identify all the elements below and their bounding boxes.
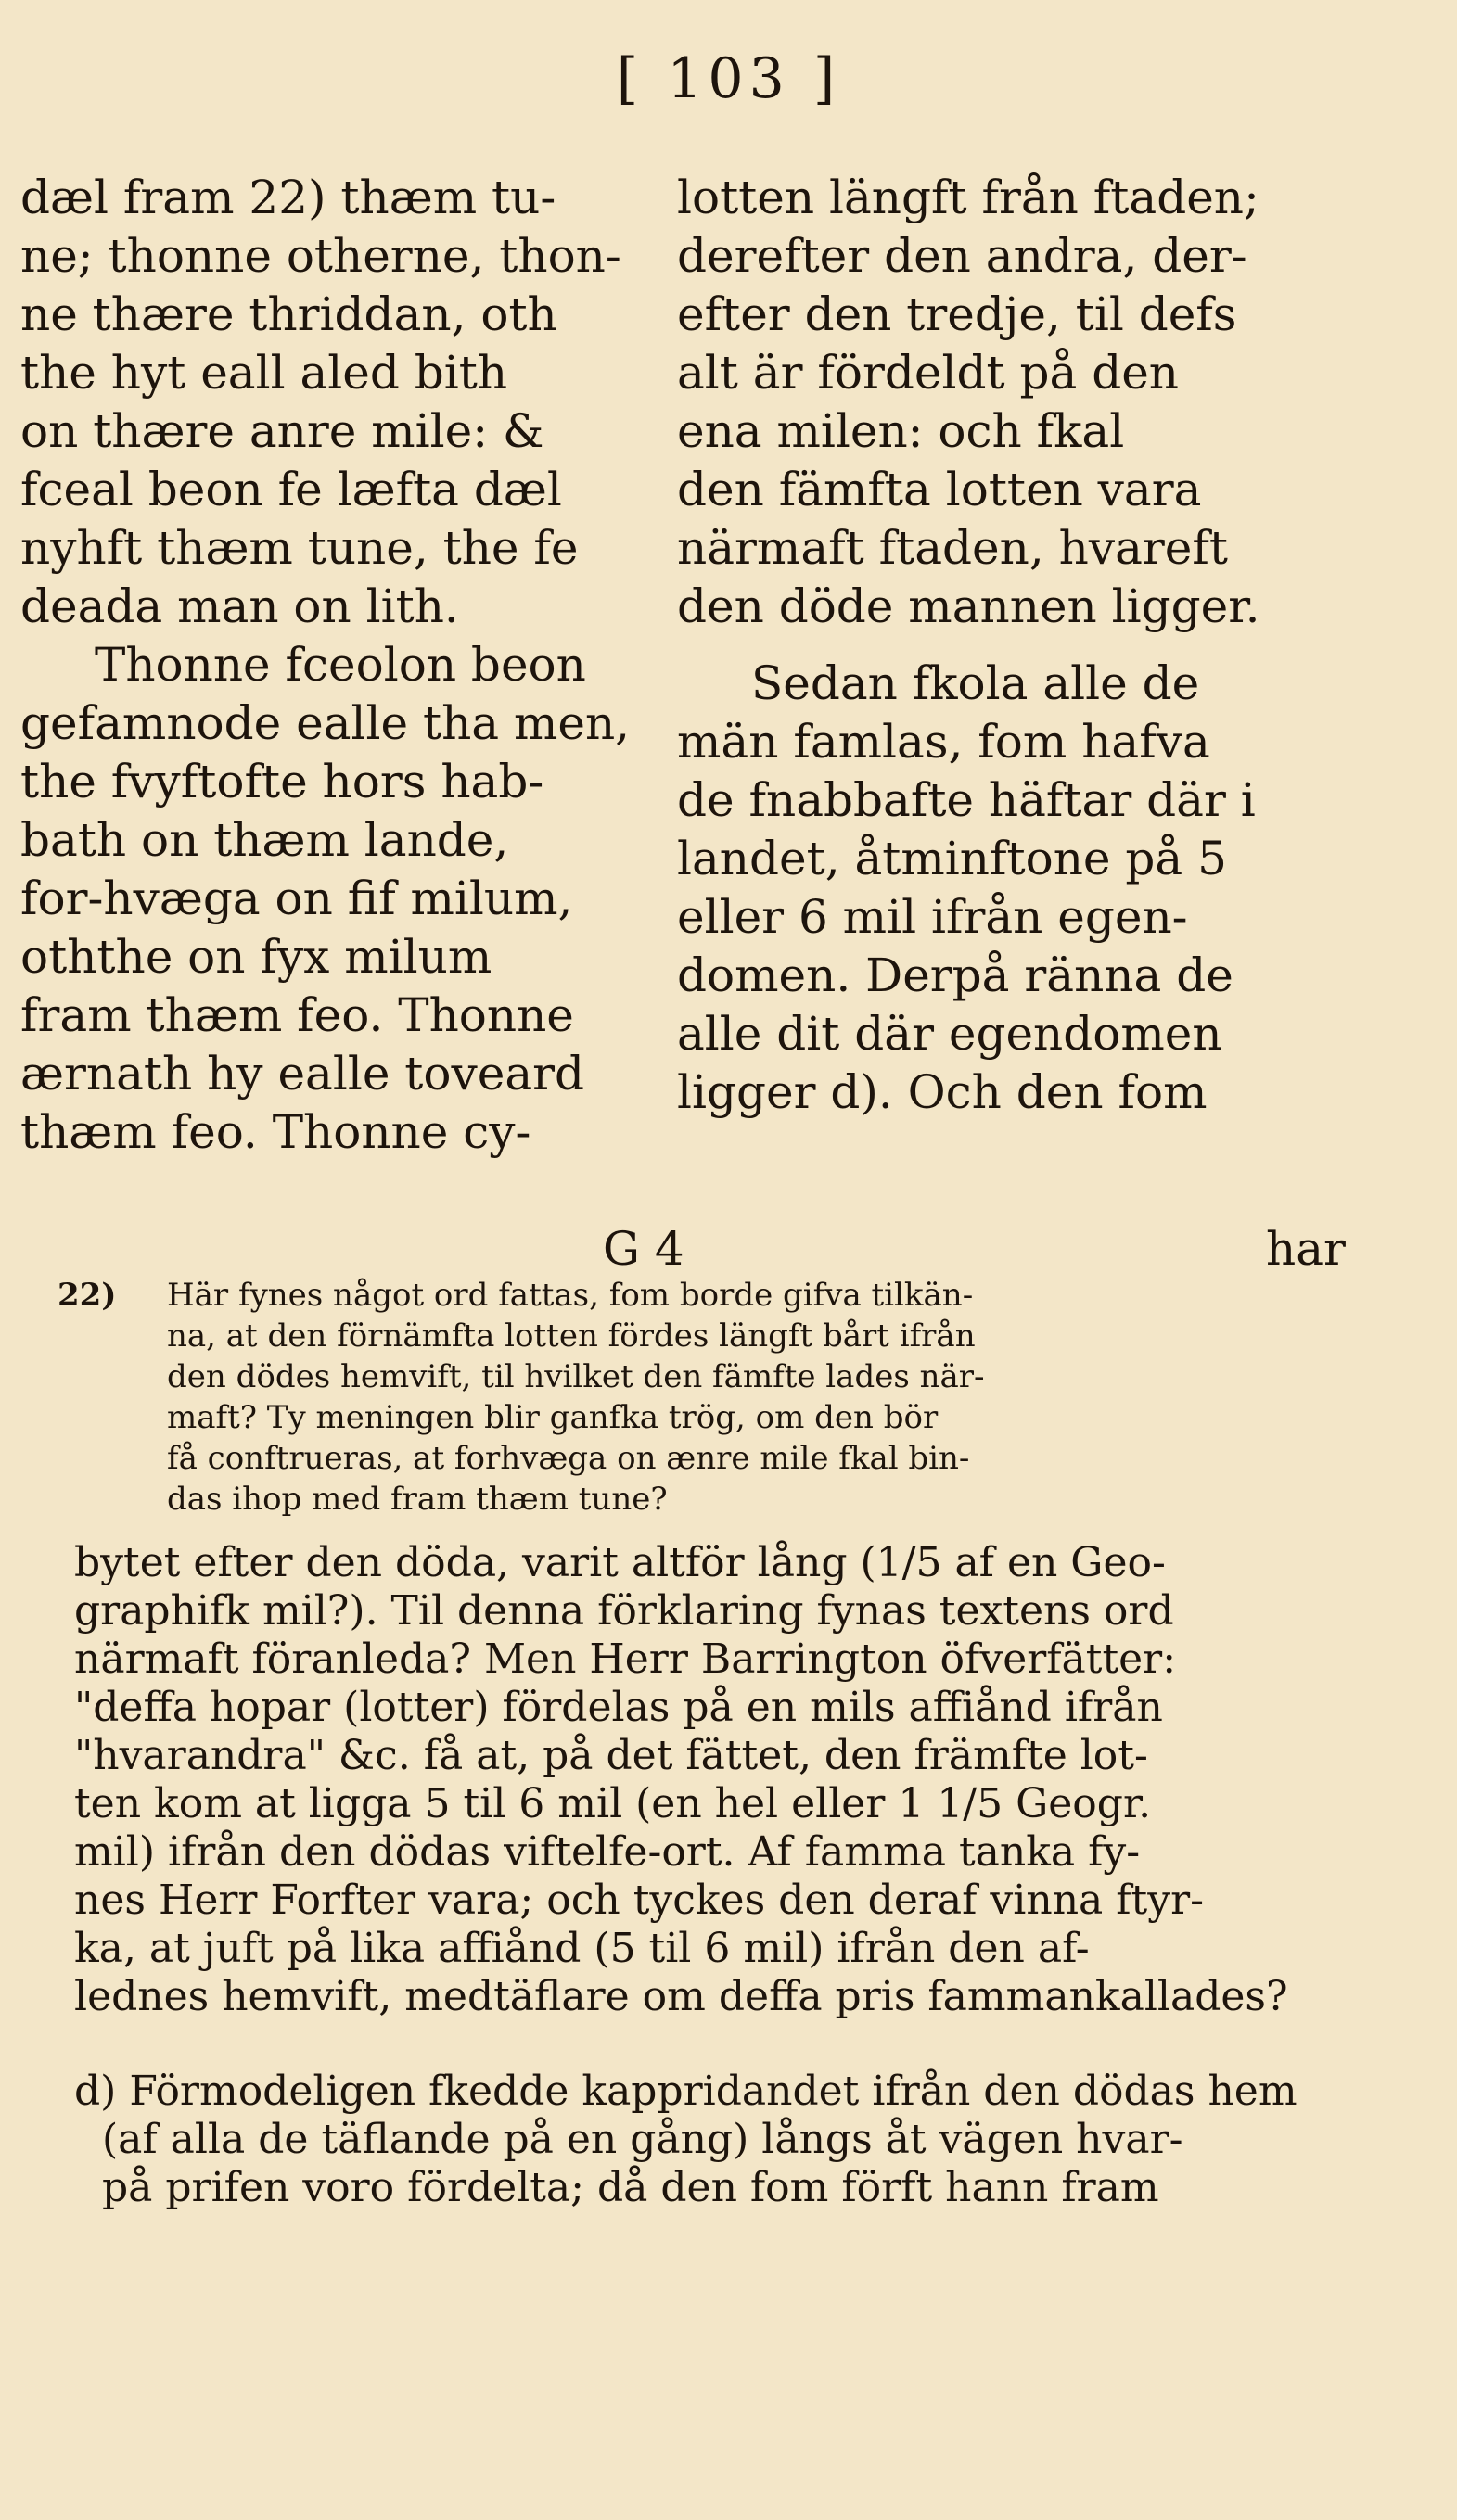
right-line: derefter den andra, der- bbox=[677, 229, 1247, 283]
right-line: alle dit där egendomen bbox=[677, 1007, 1222, 1061]
right-line: de fnabbafte häftar där i bbox=[677, 773, 1256, 827]
left-line: fceal beon fe læfta dæl bbox=[20, 463, 562, 516]
left-line: nyhft thæm tune, the fe bbox=[20, 521, 579, 575]
left-line: oththe on fyx milum bbox=[20, 930, 492, 984]
note-line: lednes hemvift, medtäflare om deffa pris fammankallades? bbox=[74, 1973, 1288, 2020]
footnote-line: få conftrueras, at forhvæga on ænre mile fkal bin- bbox=[167, 1440, 970, 1477]
left-line: Thonne fceolon beon bbox=[95, 638, 586, 692]
footnote-number: 22) bbox=[58, 1277, 117, 1314]
right-line: ligger d). Och den fom bbox=[677, 1065, 1208, 1119]
footnote-line: Här fynes något ord fattas, fom borde gifva tilkän- bbox=[167, 1277, 974, 1314]
left-column bbox=[20, 169, 651, 1162]
note-line: "deffa hopar (lotter) fördelas på en mils affiånd ifrån bbox=[74, 1684, 1163, 1731]
footnote-line: maft? Ty meningen blir ganfka trög, om den bör bbox=[167, 1399, 939, 1436]
right-line: den fämfta lotten vara bbox=[677, 463, 1202, 516]
note-line: ka, at juft på lika affiånd (5 til 6 mil) ifrån den af- bbox=[74, 1925, 1090, 1972]
right-line: alt är fördeldt på den bbox=[677, 346, 1179, 400]
right-line: män famlas, fom hafva bbox=[677, 715, 1210, 769]
left-line: ne thære thriddan, oth bbox=[20, 287, 557, 341]
left-line: the fvyftofte hors hab- bbox=[20, 755, 544, 808]
footnote-line: das ihop med fram thæm tune? bbox=[167, 1481, 668, 1518]
left-line: thæm feo. Thonne cy- bbox=[20, 1105, 531, 1159]
note-line: (af alla de täflande på en gång) långs åt vägen hvar- bbox=[102, 2116, 1183, 2163]
left-line: dæl fram 22) thæm tu- bbox=[20, 171, 556, 224]
page-number: [ 103 ] bbox=[616, 46, 841, 111]
right-line: den döde mannen ligger. bbox=[677, 579, 1260, 633]
note-line: "hvarandra" &c. få at, på det fättet, den främfte lot- bbox=[74, 1732, 1148, 1779]
left-line: fram thæm feo. Thonne bbox=[20, 988, 574, 1042]
note-line: ten kom at ligga 5 til 6 mil (en hel eller 1 1/5 Geogr. bbox=[74, 1780, 1152, 1827]
note-line: nes Herr Forfter vara; och tyckes den deraf vinna ftyr- bbox=[74, 1877, 1204, 1924]
note-line: graphifk mil?). Til denna förklaring fynas textens ord bbox=[74, 1587, 1174, 1635]
left-line: on thære anre mile: & bbox=[20, 404, 544, 458]
right-line: närmaft ftaden, hvareft bbox=[677, 521, 1228, 575]
right-line: domen. Derpå ränna de bbox=[677, 948, 1233, 1002]
note-line: bytet efter den döda, varit altför lång (1/5 af en Geo- bbox=[74, 1539, 1166, 1586]
right-column bbox=[677, 169, 1438, 1122]
left-line: gefamnode ealle tha men, bbox=[20, 696, 631, 750]
catchword: har bbox=[1266, 1222, 1346, 1276]
footnote-line: den dödes hemvift, til hvilket den fämfte lades när- bbox=[167, 1358, 985, 1395]
note-line: på prifen voro fördelta; då den fom förft hann fram bbox=[102, 2164, 1159, 2211]
signature-mark: G 4 bbox=[603, 1222, 684, 1276]
right-line: landet, åtminftone på 5 bbox=[677, 832, 1227, 885]
left-line: deada man on lith. bbox=[20, 579, 459, 633]
right-line: ena milen: och fkal bbox=[677, 404, 1125, 458]
note-line: mil) ifrån den dödas viftelfe-ort. Af famma tanka fy- bbox=[74, 1828, 1141, 1876]
left-line: bath on thæm lande, bbox=[20, 813, 509, 867]
continued-note bbox=[74, 1539, 1391, 2021]
right-line: eller 6 mil ifrån egen- bbox=[677, 890, 1188, 944]
left-line: for-hvæga on fif milum, bbox=[20, 872, 573, 925]
right-line: lotten längft från ftaden; bbox=[677, 171, 1259, 224]
left-line: ærnath hy ealle toveard bbox=[20, 1047, 585, 1101]
right-line: efter den tredje, til defs bbox=[677, 287, 1237, 341]
footnote-d bbox=[74, 2068, 1391, 2212]
left-line: ne; thonne otherne, thon- bbox=[20, 229, 621, 283]
note-line: d) Förmodeligen fkedde kappridandet ifrån den dödas hem bbox=[74, 2068, 1297, 2115]
note-line: närmaft föranleda? Men Herr Barrington öfverfätter: bbox=[74, 1635, 1177, 1683]
left-line: the hyt eall aled bith bbox=[20, 346, 508, 400]
right-line: Sedan fkola alle de bbox=[751, 656, 1200, 710]
footnote-line: na, at den förnämfta lotten fördes längft bårt ifrån bbox=[167, 1317, 976, 1355]
footnote-22 bbox=[58, 1275, 1336, 1520]
